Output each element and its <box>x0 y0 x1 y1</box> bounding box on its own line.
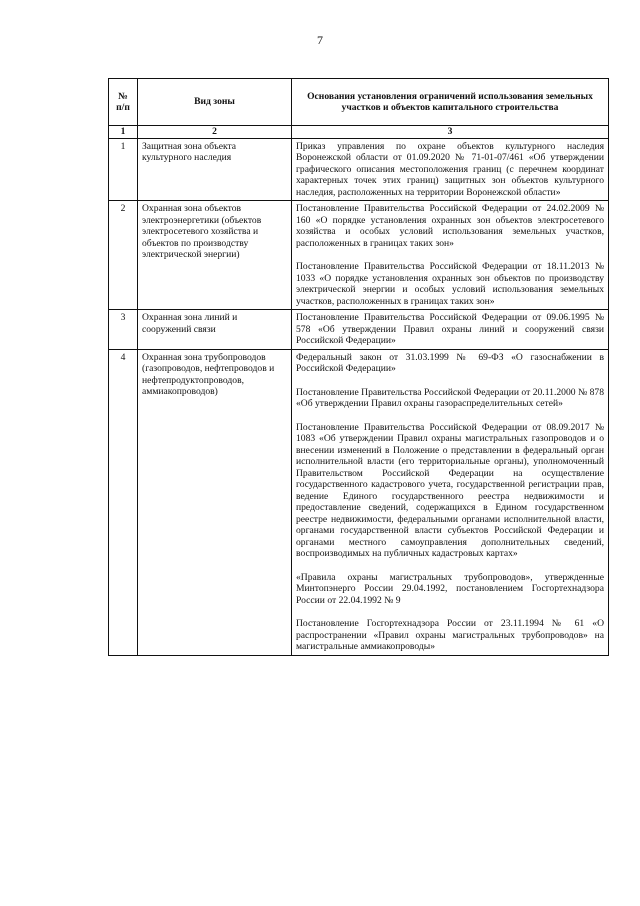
row-number: 1 <box>109 138 138 201</box>
zone-type: Охранная зона объектов электроэнергетики (объектов электросетевого хозяйства и объектов по производству электрической энергии) <box>138 201 292 310</box>
table-row <box>109 138 609 201</box>
table-row <box>109 349 609 655</box>
basis-cell <box>292 201 609 310</box>
basis-cell <box>292 310 609 350</box>
basis-paragraph: «Правила охраны магистральных трубопроводов», утвержденные Минтопэнерго России 29.04.1992, постановлением Госгортехнадзора России от 22.04.1992 № 9 <box>296 571 604 606</box>
column-number: 3 <box>292 126 609 139</box>
basis-paragraph: Приказ управления по охране объектов культурного наследия Воронежской области от 01.09.2020 № 71-01-07/461 «Об утверждении графического описания местоположения границ (с перечнем координат характерных точек этих границ) защитных зон объектов культурного наследия, расположенных на территории Воронежской области» <box>296 140 604 198</box>
zone-type: Защитная зона объекта культурного наследия <box>138 138 292 201</box>
table-row <box>109 310 609 350</box>
basis-cell <box>292 349 609 655</box>
column-numbers-row <box>109 126 609 139</box>
row-number: 3 <box>109 310 138 350</box>
basis-paragraph: Постановление Правительства Российской Федерации от 09.06.1995 № 578 «Об утверждении Правил охраны линий и сооружений связи Российской Федерации» <box>296 312 604 346</box>
basis-cell <box>292 138 609 201</box>
zone-type: Охранная зона трубопроводов (газопроводов, нефтепроводов и нефтепродуктопроводов, аммиакопроводов) <box>138 349 292 655</box>
row-number: 4 <box>109 349 138 655</box>
table-header-row <box>109 79 609 126</box>
column-number: 2 <box>138 126 292 139</box>
basis-paragraph: Постановление Правительства Российской Федерации от 08.09.2017 № 1083 «Об утверждении Правил охраны магистральных газопроводов и о внесении изменений в Положение о представлении в федеральный орган исполнительной власти (его территориальные органы), уполномоченный Правительством Российской Федерации на осуществление государственного кадастрового учета, государственной регистрации прав, ведение Единого государственного реестра недвижимости и предоставление сведений, содержащихся в Едином государственном реестре недвижимости, федеральными органами исполнительной власти, органами государственной власти субъектов Российской Федерации и органами местного самоуправления дополнительных сведений, воспроизводимых на публичных кадастровых картах» <box>296 421 604 559</box>
header-basis: Основания установления ограничений использования земельных участков и объектов капитального строительства <box>292 79 609 126</box>
table-row <box>109 201 609 310</box>
row-number: 2 <box>109 201 138 310</box>
column-number: 1 <box>109 126 138 139</box>
basis-paragraph: Постановление Правительства Российской Федерации от 18.11.2013 № 1033 «О порядке установления охранных зон объектов по производству электрической энергии и особых условий использования земельных участков, расположенных в границах таких зон» <box>296 261 604 307</box>
basis-paragraph: Федеральный закон от 31.03.1999 № 69-ФЗ «О газоснабжении в Российской Федерации» <box>296 351 604 374</box>
basis-paragraph: Постановление Правительства Российской Федерации от 24.02.2009 № 160 «О порядке установления охранных зон объектов электросетевого хозяйства и особых условий использования земельных участков, расположенных в границах таких зон» <box>296 203 604 249</box>
basis-paragraph: Постановление Госгортехнадзора России от 23.11.1994 № 61 «О распространении «Правил охраны магистральных трубопроводов» на магистральные аммиакопроводы» <box>296 618 604 652</box>
zone-type: Охранная зона линий и сооружений связи <box>138 310 292 350</box>
restrictions-table <box>108 78 609 656</box>
page-number: 7 <box>317 33 323 47</box>
header-zone-type: Вид зоны <box>138 79 292 126</box>
basis-paragraph: Постановление Правительства Российской Федерации от 20.11.2000 № 878 «Об утверждении Правил охраны газораспределительных сетей» <box>296 386 604 409</box>
header-num: № п/п <box>109 79 138 126</box>
